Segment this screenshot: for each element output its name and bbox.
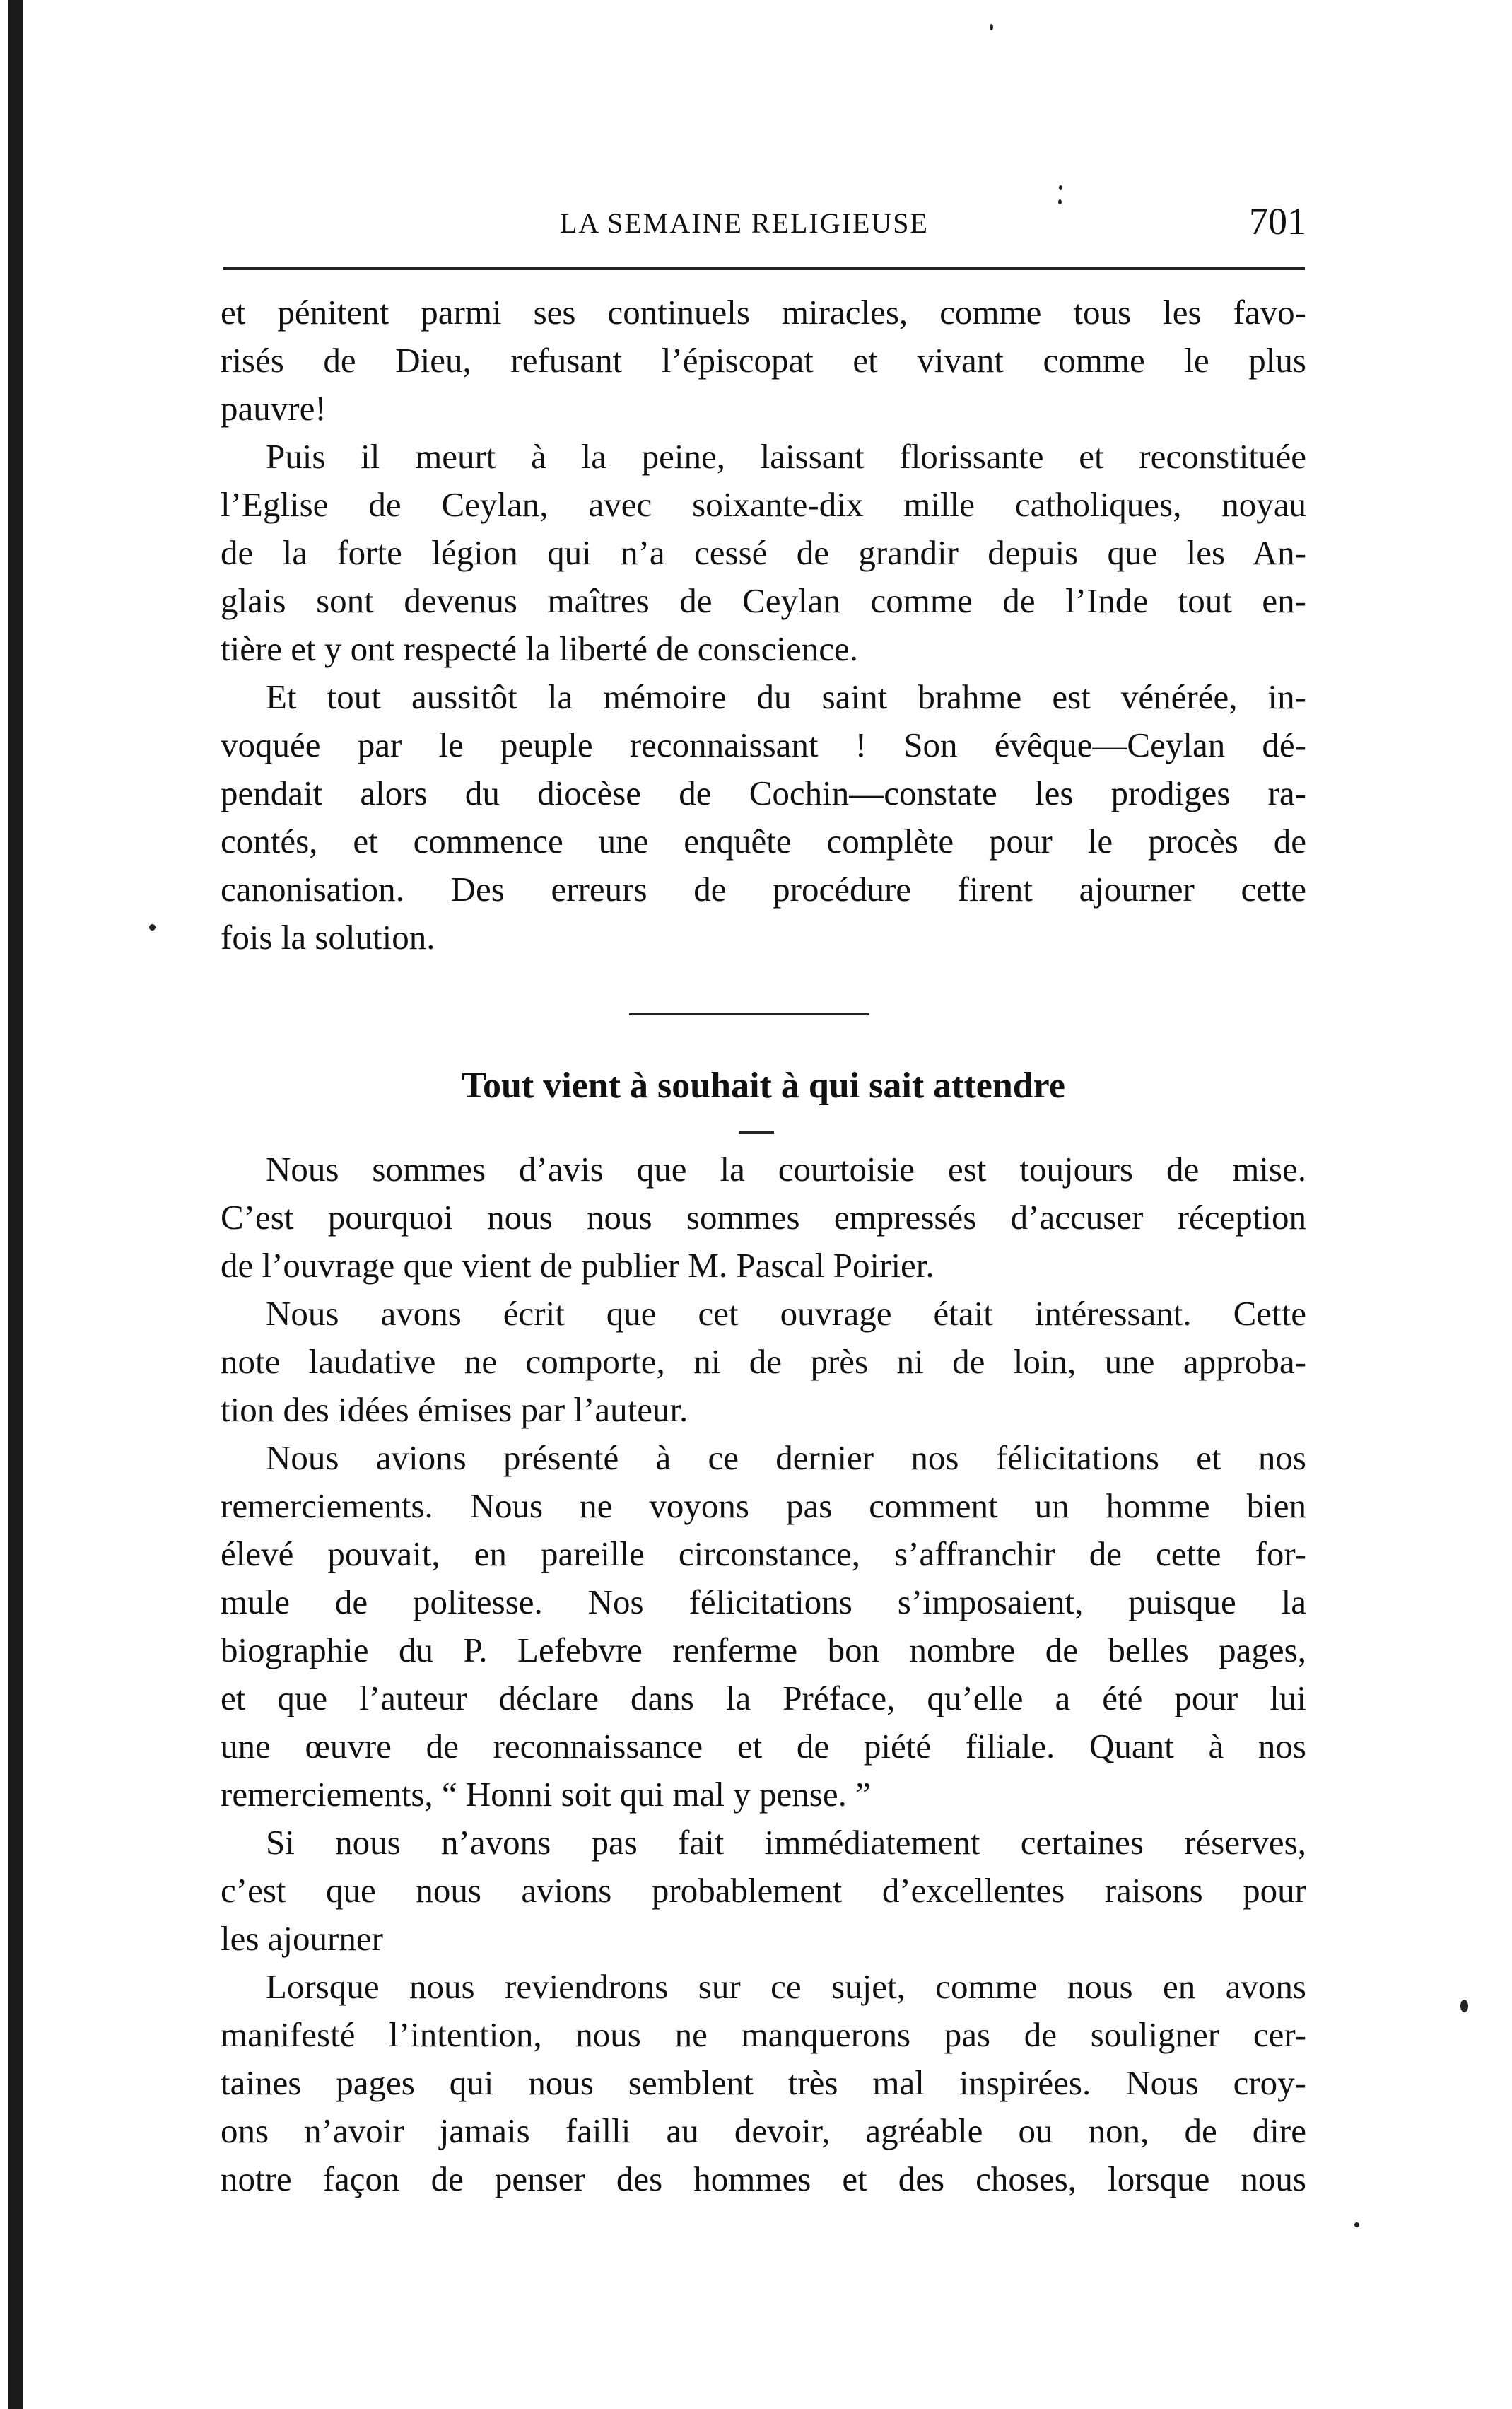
- text-line: et pénitent parmi ses continuels miracles, comme tous les favo-: [221, 293, 1306, 332]
- text-line: l’Eglise de Ceylan, avec soixante-dix mille catholiques, noyau: [221, 485, 1306, 524]
- text-line: les ajourner: [221, 1919, 383, 1958]
- section-title: Tout vient à souhait à qui sait attendre: [462, 1066, 1065, 1106]
- text-line: C’est pourquoi nous nous sommes empressés d’accuser réception: [221, 1198, 1306, 1237]
- text-line: remerciements. Nous ne voyons pas comment un homme bien: [221, 1486, 1306, 1525]
- text-line: élevé pouvait, en pareille circonstance, s’affranchir de cette for-: [221, 1534, 1306, 1573]
- text-line: Puis il meurt à la peine, laissant florissante et reconstituée: [266, 437, 1306, 476]
- text-line: c’est que nous avions probablement d’excellentes raisons pour: [221, 1871, 1306, 1910]
- text-line: contés, et commence une enquête complète pour le procès de: [221, 822, 1306, 861]
- scan-speck: [1058, 199, 1062, 204]
- text-line: de l’ouvrage que vient de publier M. Pascal Poirier.: [221, 1246, 934, 1285]
- text-line: biographie du P. Lefebvre renferme bon nombre de belles pages,: [221, 1631, 1306, 1669]
- text-line: ons n’avoir jamais failli au devoir, agréable ou non, de dire: [221, 2111, 1306, 2150]
- text-line: voquée par le peuple reconnaissant ! Son évêque—Ceylan dé-: [221, 725, 1306, 764]
- page-number: 701: [1249, 200, 1306, 243]
- text-line: pauvre!: [221, 389, 327, 428]
- text-line: fois la solution.: [221, 918, 435, 957]
- text-line: Nous avions présenté à ce dernier nos félicitations et nos: [266, 1438, 1306, 1477]
- text-line: Lorsque nous reviendrons sur ce sujet, comme nous en avons: [266, 1967, 1306, 2006]
- text-line: tière et y ont respecté la liberté de conscience.: [221, 629, 858, 668]
- text-line: tion des idées émises par l’auteur.: [221, 1390, 688, 1429]
- text-line: remerciements, “ Honni soit qui mal y pense. ”: [221, 1775, 871, 1814]
- running-head: LA SEMAINE RELIGIEUSE: [560, 207, 929, 239]
- text-line: Nous avons écrit que cet ouvrage était intéressant. Cette: [266, 1294, 1306, 1333]
- text-line: pendait alors du diocèse de Cochin—constate les prodiges ra-: [221, 774, 1306, 812]
- text-line: mule de politesse. Nos félicitations s’imposaient, puisque la: [221, 1582, 1306, 1621]
- section-divider: [629, 1013, 869, 1015]
- scan-speck: [990, 24, 993, 30]
- scan-speck: [1059, 185, 1062, 190]
- text-line: manifesté l’intention, nous ne manquerons pas de souligner cer-: [221, 2015, 1306, 2054]
- title-dash: [739, 1131, 774, 1134]
- text-line: Nous sommes d’avis que la courtoisie est toujours de mise.: [266, 1150, 1306, 1189]
- text-line: de la forte légion qui n’a cessé de grandir depuis que les An-: [221, 533, 1306, 572]
- text-line: Si nous n’avons pas fait immédiatement certaines réserves,: [266, 1823, 1306, 1862]
- text-line: note laudative ne comporte, ni de près ni de loin, une approba-: [221, 1342, 1306, 1381]
- scan-speck: [149, 924, 156, 931]
- scan-speck: [1354, 2222, 1359, 2227]
- page-header: [221, 199, 1306, 256]
- text-line: taines pages qui nous semblent très mal inspirées. Nous croy-: [221, 2063, 1306, 2102]
- page-edge-shadow: [8, 0, 23, 2409]
- text-line: canonisation. Des erreurs de procédure firent ajourner cette: [221, 870, 1306, 909]
- text-line: Et tout aussitôt la mémoire du saint brahme est vénérée, in-: [266, 677, 1306, 716]
- text-line: une œuvre de reconnaissance et de piété filiale. Quant à nos: [221, 1727, 1306, 1766]
- header-rule: [223, 267, 1305, 270]
- text-line: et que l’auteur déclare dans la Préface, qu’elle a été pour lui: [221, 1679, 1306, 1717]
- text-line: glais sont devenus maîtres de Ceylan comme de l’Inde tout en-: [221, 581, 1306, 620]
- scan-speck: [1460, 2000, 1468, 2012]
- text-line: risés de Dieu, refusant l’épiscopat et vivant comme le plus: [221, 341, 1306, 380]
- text-line: notre façon de penser des hommes et des choses, lorsque nous: [221, 2159, 1306, 2198]
